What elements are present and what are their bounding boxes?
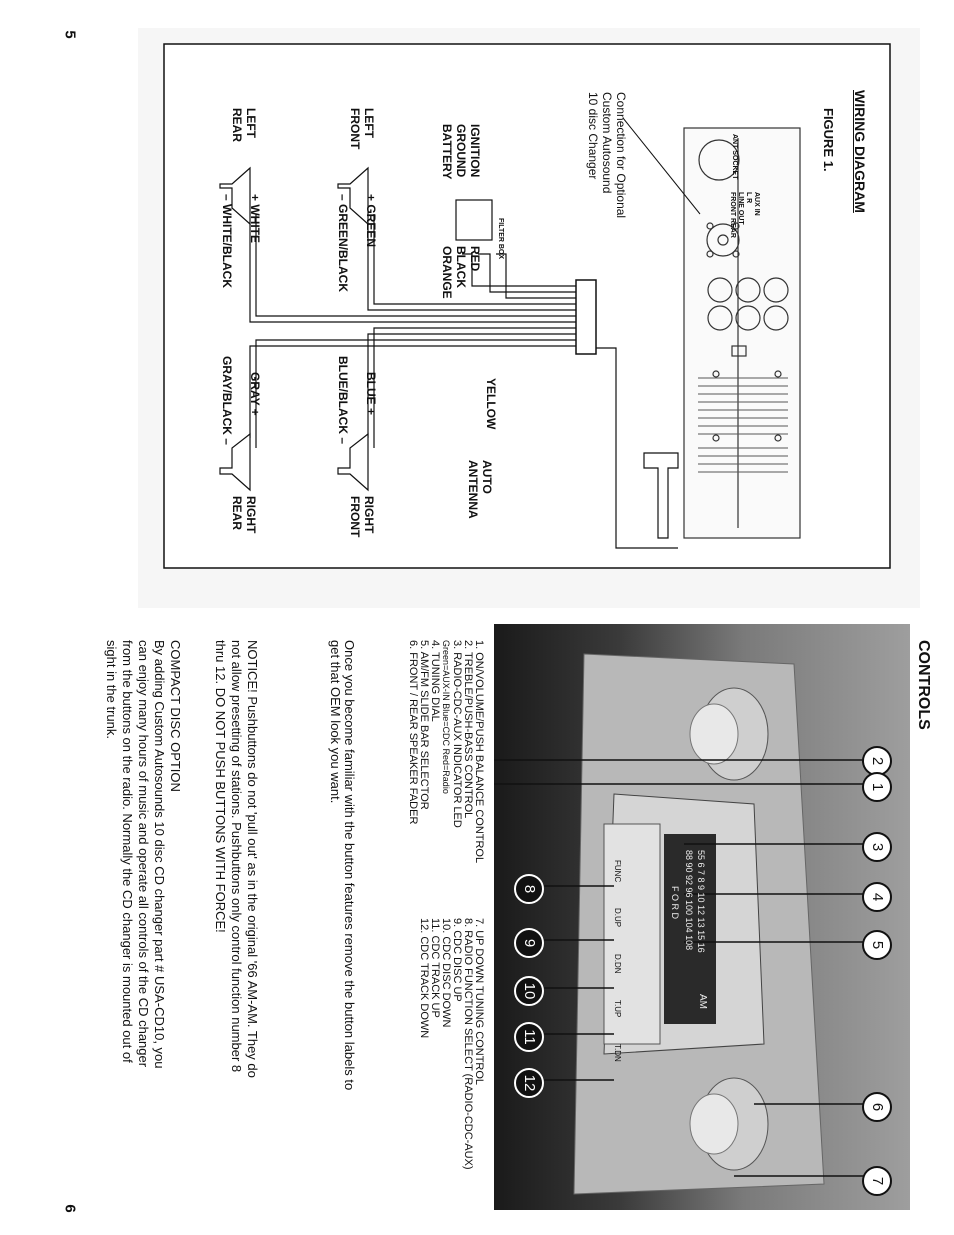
notice-line: thru 12. DO NOT PUSH BUTTONS WITH FORCE! (213, 640, 228, 933)
oem-note-line: get that OEM look you want. (328, 640, 343, 804)
lr-positive: + WHITE (248, 194, 262, 244)
dial-am: AM (697, 994, 708, 1009)
control-item: 7. UP DOWN TUNING CONTROL (473, 918, 485, 1086)
cd-option-line: from the buttons on the radio. Normally the CD changer is mounted out of (120, 640, 135, 1063)
rf-positive: BLUE + (364, 372, 378, 416)
filter-box-label: FILTER BOX (497, 218, 504, 260)
notice-text (212, 640, 260, 1078)
aux-line: AUX IN (753, 192, 760, 216)
right-front-label: RIGHT FRONT (348, 496, 376, 538)
callout-9: 9 (514, 928, 544, 958)
control-item: 5. AM/FM SLIDE BAR SELECTOR (418, 640, 430, 810)
controls-list-right (418, 918, 484, 1170)
callout-3: 3 (862, 832, 892, 862)
callout-12: 12 (514, 1068, 544, 1098)
cd-option-text (103, 640, 167, 1069)
connection-note-line: 10 disc Changer (586, 92, 600, 180)
notice-line: not allow presetting of stations. Pushbuttons only control function number 8 (229, 640, 244, 1073)
callout-8: 8 (514, 874, 544, 904)
cd-option-line: sight in the trunk. (104, 640, 119, 739)
cd-option-line: By adding Custom Autosounds 10 disc CD changer part # USA-CD10, you (152, 640, 167, 1069)
power-labels (440, 124, 482, 179)
control-item: 2. TREBLE/PUSH-BASS CONTROL (462, 640, 474, 819)
aux-line: LINE OUT (737, 192, 744, 225)
control-item: 4. TUNING DIAL (429, 640, 441, 722)
yellow-label: YELLOW (484, 378, 498, 430)
ground-label: GROUND (454, 124, 468, 178)
cd-option-line: can enjoy many hours of music and operate all controls of the CD changer (136, 640, 151, 1068)
aux-line: L R (745, 192, 752, 204)
dial-brand: F O R D (670, 886, 680, 919)
callout-11: 11 (514, 1022, 544, 1052)
callout-4: 4 (862, 882, 892, 912)
button-dup: D.UP (613, 908, 622, 928)
controls-title: CONTROLS (915, 640, 932, 730)
black-label: BLACK (454, 246, 468, 288)
lr-negative: – WHITE/BLACK (220, 194, 234, 288)
button-tup: T.UP (613, 1000, 622, 1018)
button-ddn: D.DN (613, 954, 622, 974)
harness-connector (576, 280, 596, 354)
left-rear-label: LEFT REAR (230, 108, 258, 143)
control-item: 11. CDC TRACK UP (429, 918, 441, 1018)
control-item: 6. FRONT / REAR SPEAKER FADER (407, 640, 419, 825)
dial-bottom-scale: 88 90 92 96 100 104 108 (684, 850, 694, 951)
page-number-right: 6 (61, 1204, 79, 1213)
connection-note-line: Connection for Optional (614, 92, 628, 219)
callout-2: 2 (862, 746, 892, 776)
ant-socket-label: ANT SOCKET (731, 134, 738, 180)
rr-negative: GRAY/BLACK – (220, 356, 234, 445)
connection-note-line: Custom Autosound (600, 92, 614, 194)
callout-7: 7 (862, 1166, 892, 1196)
oem-note-line: Once you become familiar with the button features remove the button labels to (342, 640, 357, 1091)
dial-top-scale: 55 6 7 8 9 10 12 13 15 16 (696, 850, 706, 953)
controls-list-left (407, 640, 484, 863)
filter-box (456, 200, 492, 240)
page-number-left: 5 (61, 30, 79, 39)
aux-in-label (728, 192, 760, 238)
control-item: 3. RADIO-CDC-AUX INDICATOR LED (451, 640, 463, 828)
lf-positive: + GREEN (364, 194, 378, 248)
power-colors (440, 246, 482, 299)
figure-label: FIGURE 1. (821, 108, 836, 172)
callout-10: 10 (514, 976, 544, 1006)
button-func: FUNC (613, 860, 622, 883)
lf-negative: – GREEN/BLACK (336, 194, 350, 293)
connection-note (586, 92, 628, 218)
aux-line: FRONT REAR (729, 192, 736, 238)
callout-1: 1 (862, 772, 892, 802)
rr-positive: GRAY + (248, 372, 262, 416)
control-item: Green=AUX-IN Blue=CDC Red=Radio (441, 640, 451, 794)
control-item: 12. CDC TRACK DOWN (418, 918, 430, 1039)
callout-5: 5 (862, 930, 892, 960)
callout-6: 6 (862, 1092, 892, 1122)
button-tdn: T.DN (613, 1044, 622, 1062)
left-front-label: LEFT FRONT (348, 108, 376, 150)
control-item: 8. RADIO FUNCTION SELECT (RADIO-CDC-AUX) (462, 918, 474, 1170)
auto-antenna-label: AUTO ANTENNA (466, 460, 494, 519)
control-item: 9. CDC DISC UP (451, 918, 463, 1002)
orange-label: ORANGE (440, 246, 454, 299)
rf-negative: BLUE/BLACK – (336, 356, 350, 445)
right-rear-label: RIGHT REAR (230, 496, 258, 534)
control-item: 10. CDC DISC DOWN (440, 918, 452, 1028)
radio-chassis (684, 128, 800, 538)
notice-line: NOTICE! Pushbuttons do not 'pull out' as in the original '66 AM-AM. They do (245, 640, 260, 1078)
wiring-title: WIRING DIAGRAM (852, 90, 868, 213)
red-label: RED (468, 246, 482, 272)
control-item: 1. ON/VOLUME/PUSH BALANCE CONTROL (473, 640, 485, 864)
wiring-diagram-panel (138, 28, 920, 608)
cd-option-title: COMPACT DISC OPTION (168, 640, 183, 792)
battery-label: BATTERY (440, 124, 454, 180)
radio-photo (494, 624, 910, 1210)
ignition-label: IGNITION (468, 124, 482, 178)
oem-note (328, 640, 356, 1090)
